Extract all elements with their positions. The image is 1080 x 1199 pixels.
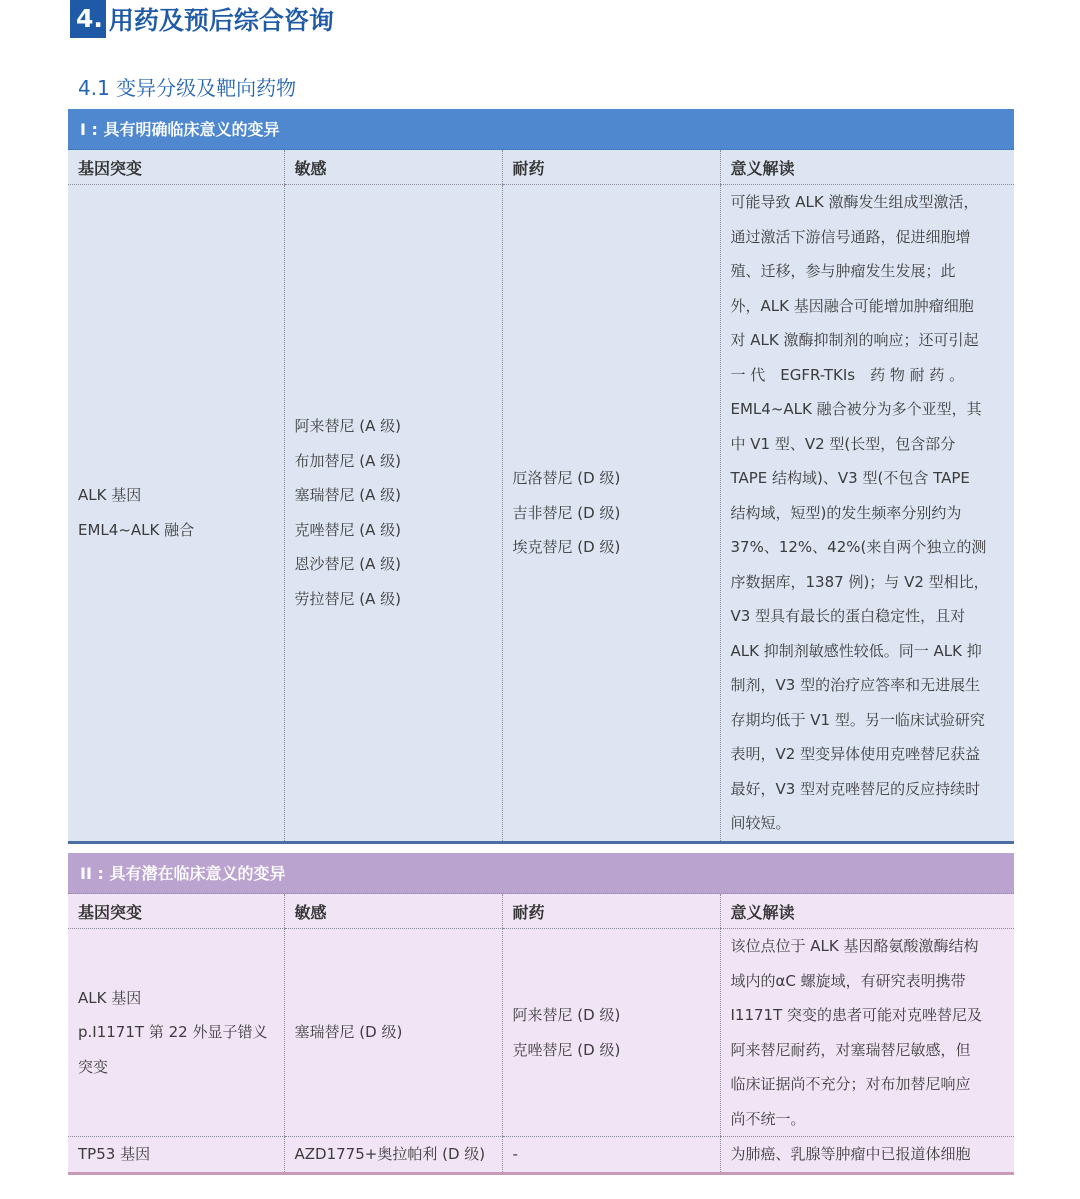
- table-row: [68, 185, 1014, 843]
- table-row: [68, 1137, 1014, 1174]
- interpretation-cell: 为肺癌、乳腺等肿瘤中已报道体细胞: [720, 1137, 1014, 1174]
- section-title: 用药及预后综合咨询: [108, 6, 334, 35]
- variant-table: [68, 894, 1014, 1175]
- subsection-title: 4.1 变异分级及靶向药物: [78, 76, 297, 100]
- sensitive-cell: 阿来替尼 (A 级) 布加替尼 (A 级) 塞瑞替尼 (A 级) 克唑替尼 (A 级) 恩沙替尼 (A 级) 劳拉替尼 (A 级): [284, 185, 502, 843]
- column-header-gene: 基因突变: [68, 894, 284, 929]
- column-header-resistant: 耐药: [502, 894, 720, 929]
- table-band-title: I : 具有明确临床意义的变异: [68, 109, 1014, 150]
- column-header-sensitive: 敏感: [284, 894, 502, 929]
- gene-cell: TP53 基因: [78, 1145, 151, 1163]
- variant-table: [68, 150, 1014, 844]
- table-header-row: [68, 894, 1014, 929]
- variant-table-level-2: [68, 853, 1014, 1175]
- column-header-gene: 基因突变: [68, 150, 284, 185]
- resistant-cell: 厄洛替尼 (D 级) 吉非替尼 (D 级) 埃克替尼 (D 级): [502, 185, 720, 843]
- column-header-sensitive: 敏感: [284, 150, 502, 185]
- sensitive-cell: AZD1775+奥拉帕利 (D 级): [284, 1137, 502, 1174]
- column-header-interpretation: 意义解读: [720, 150, 1014, 185]
- column-header-interpretation: 意义解读: [720, 894, 1014, 929]
- sensitive-cell: 塞瑞替尼 (D 级): [284, 929, 502, 1137]
- table-header-row: [68, 150, 1014, 185]
- section-number: 4.: [70, 0, 106, 38]
- column-header-resistant: 耐药: [502, 150, 720, 185]
- table-row: [68, 929, 1014, 1137]
- resistant-cell: -: [502, 1137, 720, 1174]
- gene-cell: ALK 基因 p.I1171T 第 22 外显子错义 突变: [68, 929, 284, 1137]
- variant-table-level-1: [68, 109, 1014, 844]
- table-band-title: II : 具有潜在临床意义的变异: [68, 853, 1014, 894]
- interpretation-cell: 可能导致 ALK 激酶发生组成型激活， 通过激活下游信号通路，促进细胞增 殖、迁移，参与肿瘤发生发展；此 外，ALK 基因融合可能增加肿瘤细胞 对 ALK 激酶抑制剂的响应；还可引起 一 代 EGFR-TKIs 药 物 耐 药 。 EML4~ALK 融合被分为多个亚型，其 中 V1 型、V2 型(长型，包含部分 TAPE 结构域)、V3 型(不包含 TAPE 结构域，短型)的发生频率分别约为 37%、12%、42%(来自两个独立的测 序数据库，1387 例)；与 V2 型相比， V3 型具有最长的蛋白稳定性，且对 ALK 抑制剂敏感性较低。同一 ALK 抑 制剂，V3 型的治疗应答率和无进展生 存期均低于 V1 型。另一临床试验研究 表明，V2 型变异体使用克唑替尼获益 最好，V3 型对克唑替尼的反应持续时 间较短。: [720, 185, 1014, 843]
- interpretation-cell: 该位点位于 ALK 基因酪氨酸激酶结构 域内的αC 螺旋域，有研究表明携带 I1171T 突变的患者可能对克唑替尼及 阿来替尼耐药，对塞瑞替尼敏感，但 临床证据尚不充分；对布加替尼响应 尚不统一。: [720, 929, 1014, 1137]
- section-heading: [70, 0, 334, 38]
- gene-cell: ALK 基因 EML4~ALK 融合: [78, 486, 195, 539]
- resistant-cell: 阿来替尼 (D 级) 克唑替尼 (D 级): [502, 929, 720, 1137]
